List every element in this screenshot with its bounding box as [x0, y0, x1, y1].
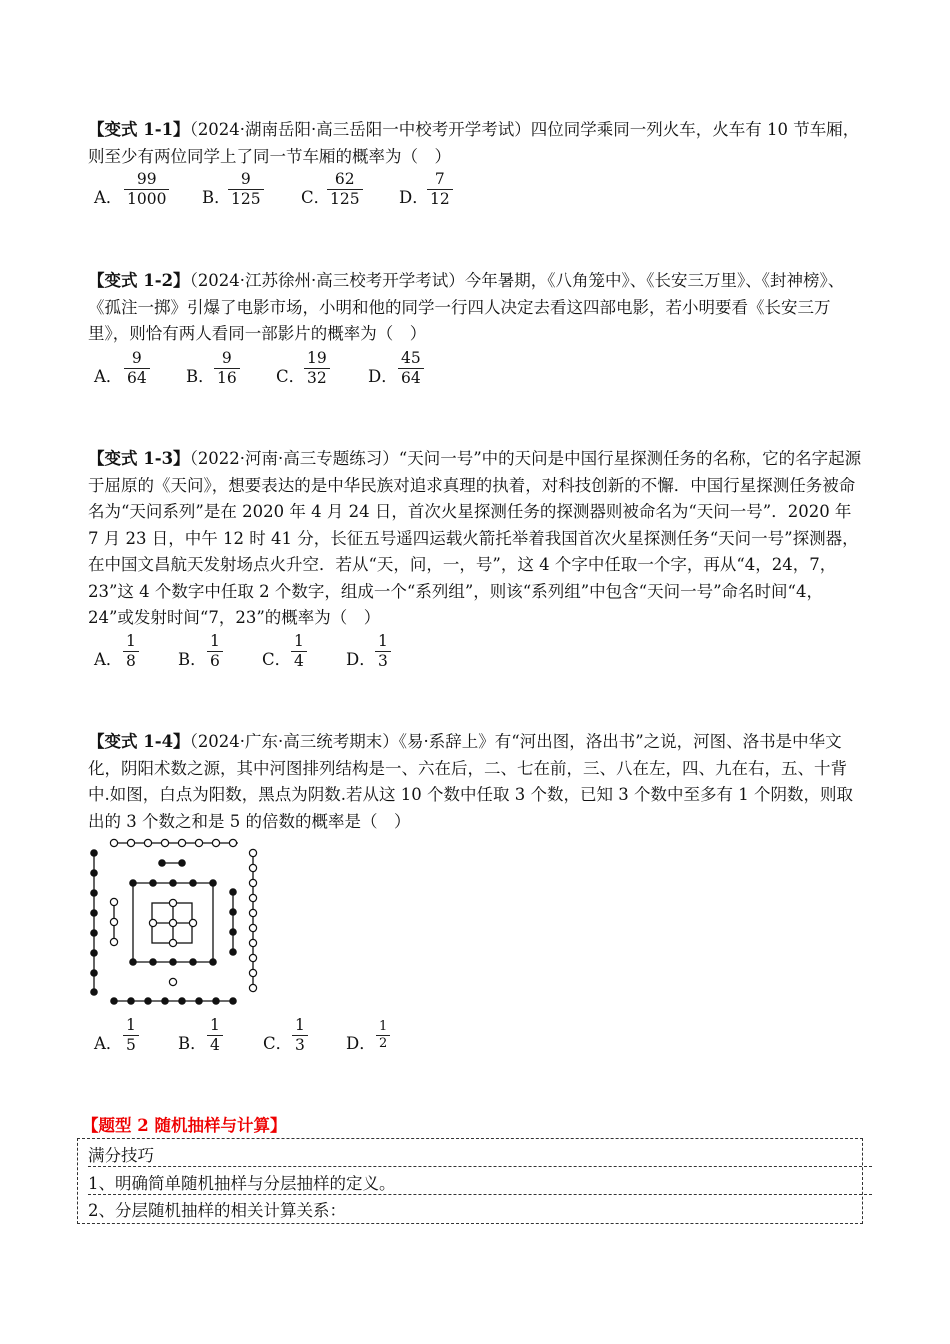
fraction: $\frac{9}{64}$ — [124, 349, 150, 388]
question-1-4 — [88, 729, 864, 835]
fraction: $\frac{1}{4}$ — [207, 1016, 223, 1055]
fraction: $\frac{1}{3}$ — [292, 1016, 308, 1055]
fraction: $\frac{7}{12}$ — [427, 170, 453, 209]
option-label: C． — [263, 1034, 293, 1053]
fraction: $\frac{1}{8}$ — [123, 632, 139, 671]
option-label: A． — [94, 1034, 123, 1053]
fraction: $\frac{19}{32}$ — [304, 349, 330, 388]
question-1-3 — [88, 446, 864, 632]
hetu-diagram — [86, 836, 266, 1008]
tips-box — [77, 1138, 863, 1224]
tip-item: 2、分层随机抽样的相关计算关系： — [88, 1201, 346, 1220]
option-label: A． — [94, 188, 123, 207]
option-label: D． — [346, 650, 376, 669]
fraction: $\frac{9}{16}$ — [214, 349, 240, 388]
question-tag: 【变式 1-3】 — [88, 449, 190, 468]
question-text: （2024·广东·高三统考期末）《易·系辞上》有“河出图，洛出书”之说，河图、洛书是中华文化，阴阳术数之源，其中河图排列结构是一、六在后，二、七在前，三、八在左，四、九在右，五、十背中.如图，白点为阳数，黑点为阴数.若从这 10 个数中任取 3 个数，已知 3 个数中至多有 1 个阴数，则取出的 3 个数之和是 5 的倍数的概率是（ ） — [88, 732, 853, 831]
option-label: B． — [202, 188, 231, 207]
divider — [88, 1194, 872, 1195]
fraction: $\frac{1}{6}$ — [207, 632, 223, 671]
question-1-1 — [88, 117, 864, 170]
option-label: A． — [94, 650, 123, 669]
fraction: $\frac{1}{3}$ — [375, 632, 391, 671]
fraction: $\frac{62}{125}$ — [327, 170, 363, 209]
question-text: （2022·河南·高三专题练习）“天问一号”中的天问是中国行星探测任务的名称，它的名字起源于屈原的《天问》，想要表达的是中华民族对追求真理的执着，对科技创新的不懈．中国行星探测任务被命名为“天问系列”是在 2020 年 4 月 24 日，首次火星探测任务的探测器则被命名为“天问一号”．2020 年 7 月 23 日，中午 12 时 41 分，长征五号遥四运载火箭托举着我国首次火星探测任务“天问一号”探测器，在中国文昌航天发射场点火升空．若从“天，问，一，号”，这 4 个字中任取一个字，再从“4，24，7，23”这 4 个数字中任取 2 个数字，组成一个“系列组”，则该“系列组”中包含“天问一号”命名时间“4，24”或发射时间“7，23”的概率为（ ） — [88, 449, 862, 627]
tips-title: 满分技巧 — [88, 1146, 154, 1165]
option-label: B． — [178, 650, 207, 669]
fraction: $\frac{99}{1000}$ — [124, 170, 169, 209]
question-text: （2024·湖南岳阳·高三岳阳一中校考开学考试）四位同学乘同一列火车，火车有 10 节车厢，则至少有两位同学上了同一节车厢的概率为（ ） — [88, 120, 860, 166]
fraction: $\frac{9}{125}$ — [228, 170, 264, 209]
fraction: $\frac{45}{64}$ — [398, 349, 424, 388]
question-tag: 【变式 1-4】 — [88, 732, 190, 751]
question-tag: 【变式 1-2】 — [88, 271, 190, 290]
option-label: A． — [94, 367, 123, 386]
option-label: C． — [301, 188, 331, 207]
option-label: D． — [368, 367, 398, 386]
question-text: （2024·江苏徐州·高三校考开学考试）今年暑期，《八角笼中》、《长安三万里》、《封神榜》、《孤注一掷》引爆了电影市场，小明和他的同学一行四人决定去看这四部电影，若小明要看《长安三万里》，则恰有两人看同一部影片的概率为（ ） — [88, 271, 845, 343]
question-tag: 【变式 1-1】 — [88, 120, 190, 139]
question-1-2 — [88, 268, 864, 348]
divider — [88, 1166, 872, 1167]
option-label: B． — [186, 367, 215, 386]
fraction: $\frac{1}{2}$ — [376, 1019, 390, 1052]
option-label: B． — [178, 1034, 207, 1053]
option-label: D． — [399, 188, 429, 207]
tip-item: 1、明确简单随机抽样与分层抽样的定义。 — [88, 1174, 396, 1193]
option-label: D． — [346, 1034, 376, 1053]
fraction: $\frac{1}{5}$ — [123, 1016, 139, 1055]
option-label: C． — [262, 650, 292, 669]
section-title: 【题型 2 随机抽样与计算】 — [82, 1116, 287, 1135]
option-label: C． — [276, 367, 306, 386]
fraction: $\frac{1}{4}$ — [291, 632, 307, 671]
black-dots — [90, 849, 237, 1005]
